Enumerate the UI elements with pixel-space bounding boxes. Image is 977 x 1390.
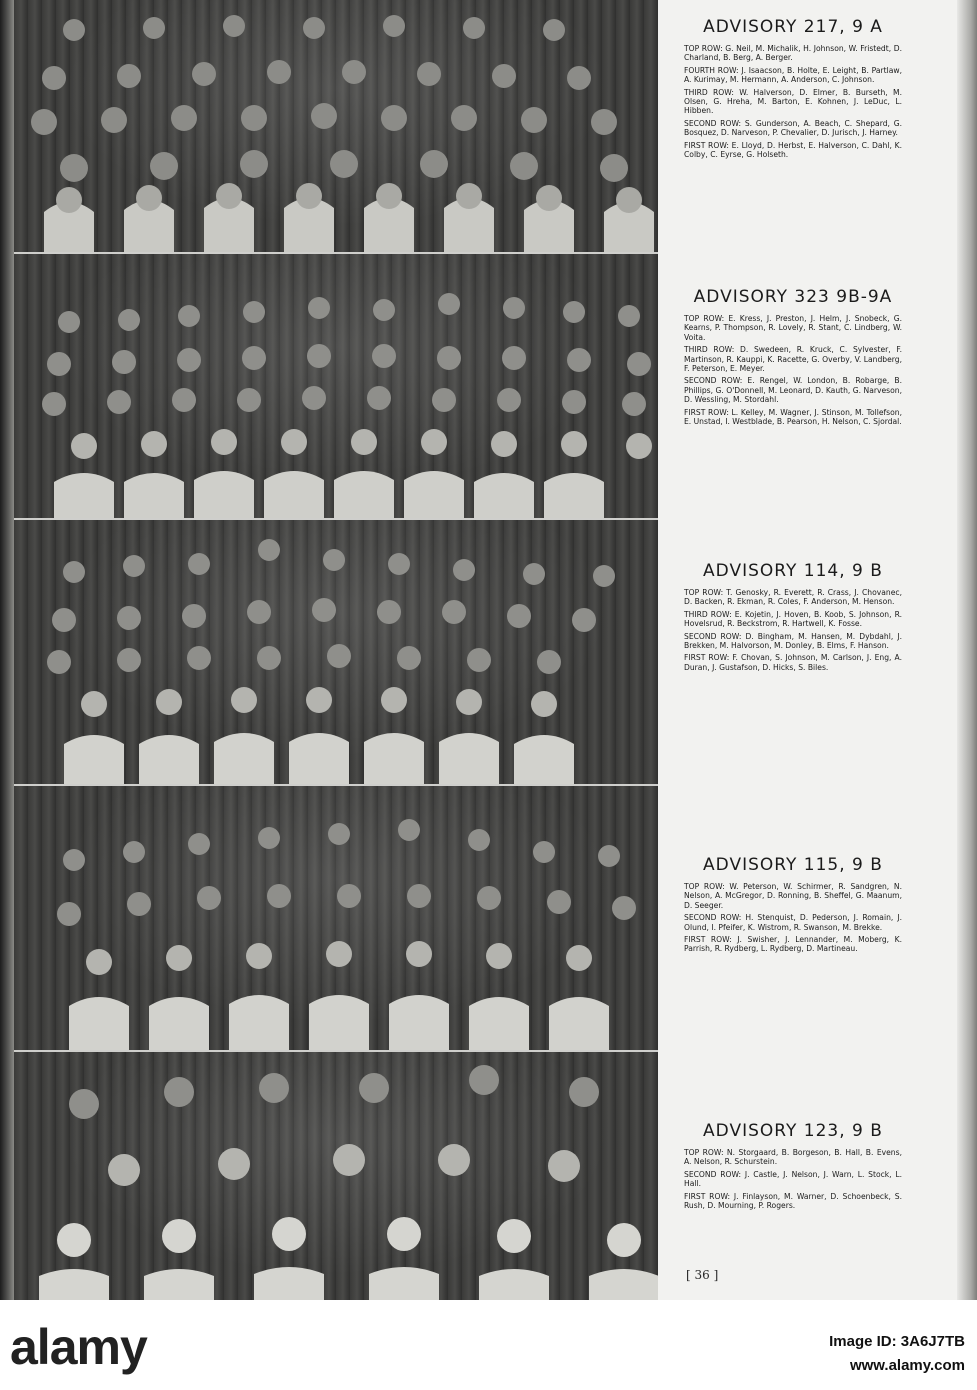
group-photo-advisory-323	[14, 254, 658, 520]
group-photo-advisory-217	[14, 0, 658, 254]
group-photo-advisory-217-figures	[14, 0, 658, 252]
group-photo-advisory-115	[14, 786, 658, 1052]
row-names: THIRD ROW: E. Kojetin, J. Hoven, B. Koob, S. Johnson, R. Hovelsrud, R. Beckstrom, R. Hartwell, K. Fosse.	[684, 609, 902, 629]
group-photo-advisory-115-figures	[14, 786, 658, 1050]
image-id: Image ID: 3A6J7TB	[829, 1333, 965, 1350]
group-photo-advisory-123-figures	[14, 1052, 658, 1300]
stock-footer	[0, 1300, 977, 1390]
site-url: www.alamy.com	[849, 1357, 965, 1374]
advisory-title: ADVISORY 323 9B-9A	[693, 287, 893, 307]
alamy-logo: alamy	[10, 1319, 147, 1375]
caption-advisory-217	[684, 17, 902, 162]
row-names: FIRST ROW: J. Swisher, J. Lennander, M. Moberg, K. Parrish, R. Rydberg, L. Rydberg, D. Martineau.	[684, 935, 902, 954]
row-names: TOP ROW: E. Kress, J. Preston, J. Helm, J. Snobeck, G. Kearns, P. Thompson, R. Lovely, R. Stant, C. Lindberg, W. Voita.	[684, 314, 902, 342]
caption-advisory-323	[684, 287, 902, 429]
page-binding-shadow	[0, 0, 14, 1300]
advisory-title: ADVISORY 123, 9 B	[703, 1121, 883, 1141]
row-names: THIRD ROW: D. Swedeen, R. Kruck, C. Sylvester, F. Martinson, R. Kauppi, K. Racette, G. Overby, V. Landberg, F. Peterson, E. Meyer.	[684, 345, 902, 374]
row-names: FIRST ROW: J. Finlayson, M. Warner, D. Schoenbeck, S. Rush, D. Mourning, P. Rogers.	[684, 1191, 902, 1211]
row-names: SECOND ROW: H. Stenquist, D. Pederson, J. Romain, J. Olund, I. Pfeifer, K. Wistrom, R. Swanson, M. Brekke.	[684, 913, 902, 932]
group-photo-advisory-114	[14, 520, 658, 786]
caption-advisory-114	[684, 561, 902, 675]
advisory-title: ADVISORY 115, 9 B	[703, 855, 883, 875]
row-names: TOP ROW: W. Peterson, W. Schirmer, R. Sandgren, N. Nelson, A. McGregor, D. Ronning, B. Sheffel, G. Maanum, D. Seeger.	[684, 882, 902, 910]
row-names: SECOND ROW: J. Castle, J. Nelson, J. Warn, L. Stock, L. Hall.	[684, 1169, 902, 1189]
row-names: FIRST ROW: F. Chovan, S. Johnson, M. Carlson, J. Eng, A. Duran, J. Gustafson, D. Hicks, S. Biles.	[684, 653, 902, 672]
row-names: THIRD ROW: W. Halverson, D. Elmer, B. Burseth, M. Olsen, G. Hreha, M. Barton, E. Kohnen, J. LeDuc, L. Hibben.	[684, 87, 902, 116]
advisory-title: ADVISORY 114, 9 B	[703, 561, 883, 581]
row-names: TOP ROW: N. Storgaard, B. Borgeson, B. Hall, B. Evens, A. Nelson, R. Schurstein.	[684, 1148, 902, 1167]
caption-advisory-115	[684, 855, 902, 957]
group-photo-advisory-323-figures	[14, 254, 658, 518]
group-photo-advisory-114-figures	[14, 520, 658, 784]
row-names: FOURTH ROW: J. Isaacson, B. Holte, E. Leight, B. Partlaw, A. Kurimay, M. Hermann, A. Anderson, C. Johnson.	[684, 65, 902, 85]
row-names: TOP ROW: G. Neil, M. Michalik, H. Johnson, W. Fristedt, D. Charland, B. Berg, A. Berger.	[684, 44, 902, 63]
image-info	[829, 1330, 965, 1378]
caption-advisory-123	[684, 1121, 902, 1213]
advisory-title: ADVISORY 217, 9 A	[703, 17, 883, 37]
row-names: SECOND ROW: S. Gunderson, A. Beach, C. Shepard, G. Bosquez, D. Narveson, P. Chevalier, D. Jurisch, J. Harney.	[684, 118, 902, 138]
page-edge-shadow	[957, 0, 977, 1300]
row-names: FIRST ROW: E. Lloyd, D. Herbst, E. Halverson, C. Dahl, K. Colby, C. Eyrse, G. Holseth.	[684, 140, 902, 160]
row-names: SECOND ROW: E. Rengel, W. London, B. Robarge, B. Phillips, G. O'Donnell, M. Leonard, D. Kauth, G. Narveson, D. Wessling, M. Stordahl.	[684, 376, 902, 405]
group-photo-advisory-123	[14, 1052, 658, 1300]
page-number: [ 36 ]	[686, 1268, 719, 1282]
row-names: SECOND ROW: D. Bingham, M. Hansen, M. Dybdahl, J. Brekken, M. Halvorson, M. Donley, B. Elms, F. Hanson.	[684, 631, 902, 651]
row-names: FIRST ROW: L. Kelley, M. Wagner, J. Stinson, M. Tollefson, E. Unstad, I. Westblade, B. Pearson, H. Nelson, C. Sjordal.	[684, 407, 902, 427]
row-names: TOP ROW: T. Genosky, R. Everett, R. Crass, J. Chovanec, D. Backen, R. Ekman, R. Coles, F. Anderson, M. Henson.	[684, 588, 902, 607]
